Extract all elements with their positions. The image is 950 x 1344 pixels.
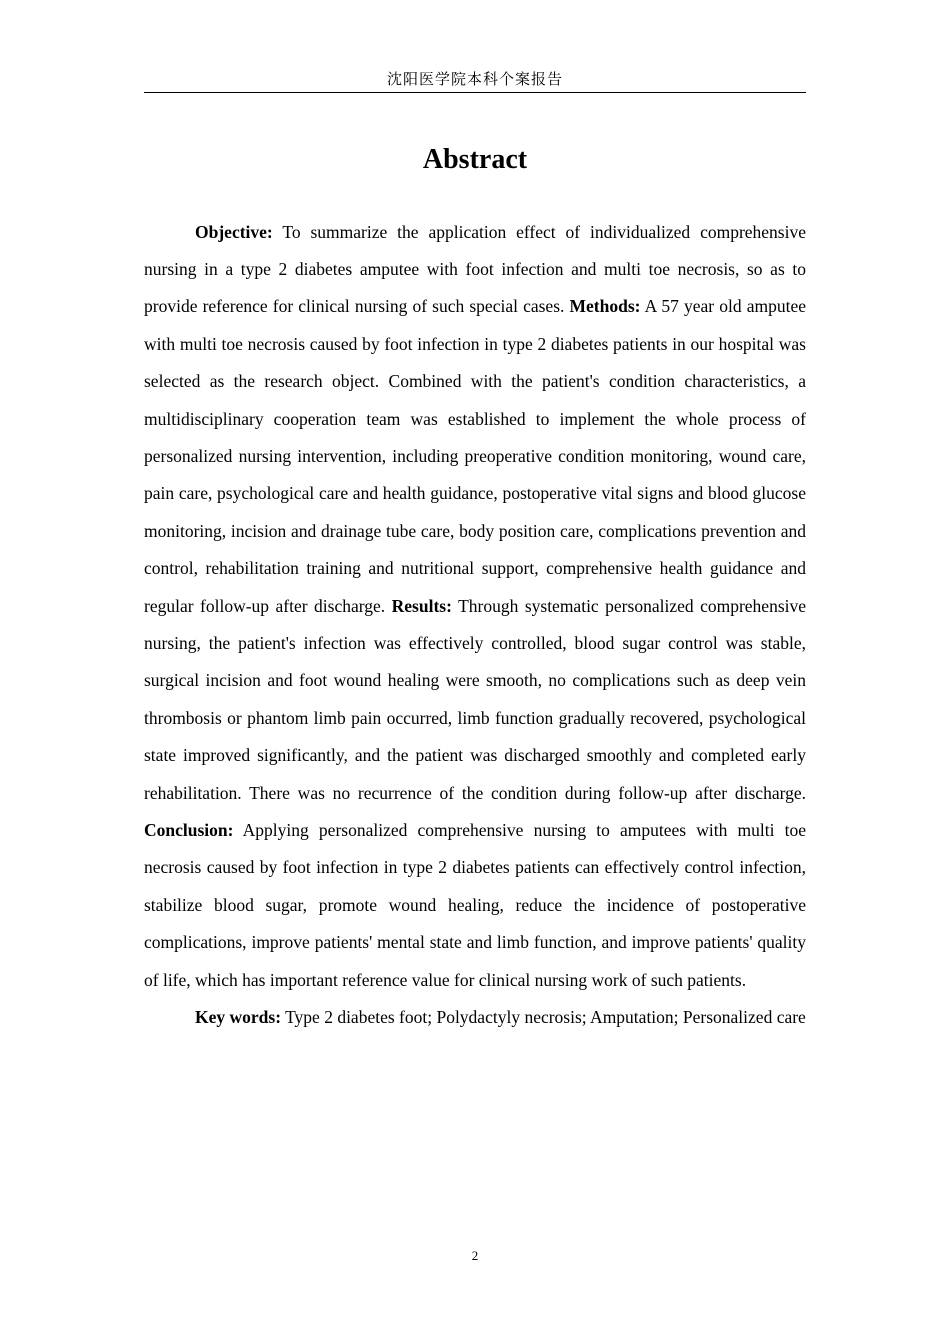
page-title: Abstract (422, 144, 528, 175)
page-header (144, 68, 806, 93)
conclusion-text: Applying personalized comprehensive nursing to amputees with multi toe necrosis caused by foot infection in type 2 diabetes patients can effectively control infection, stabilize blood sugar, promote wound healing, reduce the incidence of postoperative complications, improve patients' mental state and limb function, and improve patients' quality of life, which has important reference value for clinical nursing work of such patients. (144, 820, 806, 990)
conclusion-label: Conclusion: (144, 820, 234, 840)
keywords-label: Key words: (195, 1007, 282, 1028)
objective-text: To summarize the application effect of individualized comprehensive nursing in a type 2 diabetes amputee with foot infection and multi toe necrosis, so as to provide reference for clinical nursing of such special cases. (144, 221, 806, 317)
keywords-paragraph (144, 999, 806, 1036)
methods-text: A 57 year old amputee with multi toe necrosis caused by foot infection in type 2 diabetes patients in our hospital was selected as the research object. Combined with the patient's condition characteristics, a multidisciplinary cooperation team was established to implement the whole process of personalized nursing intervention, including preoperative condition monitoring, wound care, pain care, psychological care and health guidance, postoperative vital signs and blood glucose monitoring, incision and drainage tube care, body position care, complications prevention and control, rehabilitation training and nutritional support, comprehensive health guidance and regular follow-up after discharge. (144, 296, 806, 616)
objective-label: Objective: (195, 221, 273, 242)
page-number: 2 (471, 1248, 479, 1263)
abstract-paragraph (144, 214, 806, 1000)
methods-label: Methods: (569, 296, 641, 317)
keywords-text: Type 2 diabetes foot; Polydactyly necrosis; Amputation; Personalized care (281, 1007, 806, 1028)
results-text: Through systematic personalized comprehensive nursing, the patient's infection was effectively controlled, blood sugar control was stable, surgical incision and foot wound healing were smooth, no complications such as deep vein thrombosis or phantom limb pain occurred, limb function gradually recovered, psychological state improved significantly, and the patient was discharged smoothly and completed early rehabilitation. There was no recurrence of the condition during follow-up after discharge. (144, 595, 807, 803)
results-label: Results: (391, 595, 452, 616)
running-title: 沈阳医学院本科个案报告 (386, 70, 563, 88)
abstract-body (144, 214, 806, 1037)
